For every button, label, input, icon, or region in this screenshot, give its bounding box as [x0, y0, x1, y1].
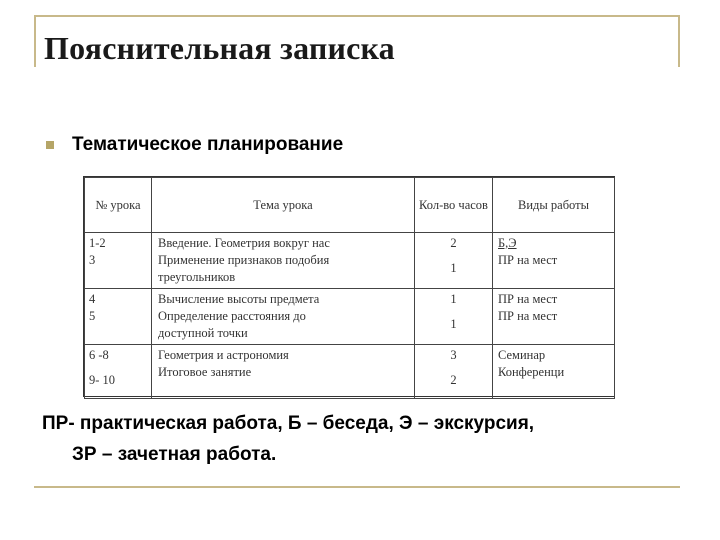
header-hours: Кол-во часов [415, 178, 493, 233]
row-topic-cell [152, 345, 415, 399]
row-work-cell [493, 233, 615, 289]
lesson-topic: Геометрия и астрономия [158, 348, 289, 362]
lesson-number: 3 [89, 253, 96, 267]
row-hours-cell [415, 345, 493, 399]
lesson-topic: Применение признаков подобия [158, 253, 330, 267]
table-row [85, 345, 615, 399]
row-hours-cell [415, 233, 493, 289]
lesson-topic: Итоговое занятие [158, 365, 252, 379]
lesson-number: 6 -8 [89, 348, 109, 362]
work-type: Б,Э [498, 236, 517, 250]
lesson-number: 5 [89, 309, 96, 323]
row-topic-cell [152, 233, 415, 289]
lesson-hours: 3 [450, 348, 457, 362]
work-type: Семинар [498, 348, 546, 362]
slide-title: Пояснительная записка [44, 30, 395, 66]
slide-subtitle: Тематическое планирование [72, 134, 344, 155]
lesson-hours: 2 [450, 236, 457, 250]
work-type: ПР на мест [498, 292, 558, 306]
planning-table [83, 176, 615, 397]
frame-left-line [34, 15, 36, 67]
frame-top-line [34, 15, 680, 17]
lesson-hours: 1 [450, 261, 457, 275]
lesson-topic: доступной точки [158, 326, 248, 340]
table-row [85, 289, 615, 345]
lesson-hours: 2 [450, 373, 457, 387]
lesson-number: 1-2 [89, 236, 106, 250]
work-type: Конференци [498, 365, 565, 379]
work-type: ПР на мест [498, 253, 558, 267]
header-lesson-number: № урока [85, 178, 152, 233]
row-number-cell [85, 289, 152, 345]
row-work-cell [493, 289, 615, 345]
table-row [85, 233, 615, 289]
table-header-row [85, 178, 615, 233]
bullet-square-icon [46, 141, 54, 149]
row-number-cell [85, 345, 152, 399]
row-hours-cell [415, 289, 493, 345]
legend-line-1: ПР- практическая работа, Б – беседа, Э – экскурсия, [42, 413, 535, 434]
header-lesson-topic: Тема урока [152, 178, 415, 233]
lesson-topic: треугольников [158, 270, 236, 284]
lesson-number: 9- 10 [89, 373, 116, 387]
work-type: ПР на мест [498, 309, 558, 323]
lesson-number: 4 [89, 292, 96, 306]
row-topic-cell [152, 289, 415, 345]
lesson-topic: Введение. Геометрия вокруг нас [158, 236, 330, 250]
lesson-hours: 1 [450, 292, 457, 306]
lesson-hours: 1 [450, 317, 457, 331]
frame-right-line [678, 15, 680, 67]
lesson-topic: Вычисление высоты предмета [158, 292, 320, 306]
row-work-cell [493, 345, 615, 399]
frame-bottom-line [34, 486, 680, 488]
abbreviation-legend [42, 408, 682, 470]
row-number-cell [85, 233, 152, 289]
legend-line-2: ЗР – зачетная работа. [72, 444, 277, 465]
lesson-topic: Определение расстояния до [158, 309, 306, 323]
header-work-types: Виды работы [493, 178, 615, 233]
